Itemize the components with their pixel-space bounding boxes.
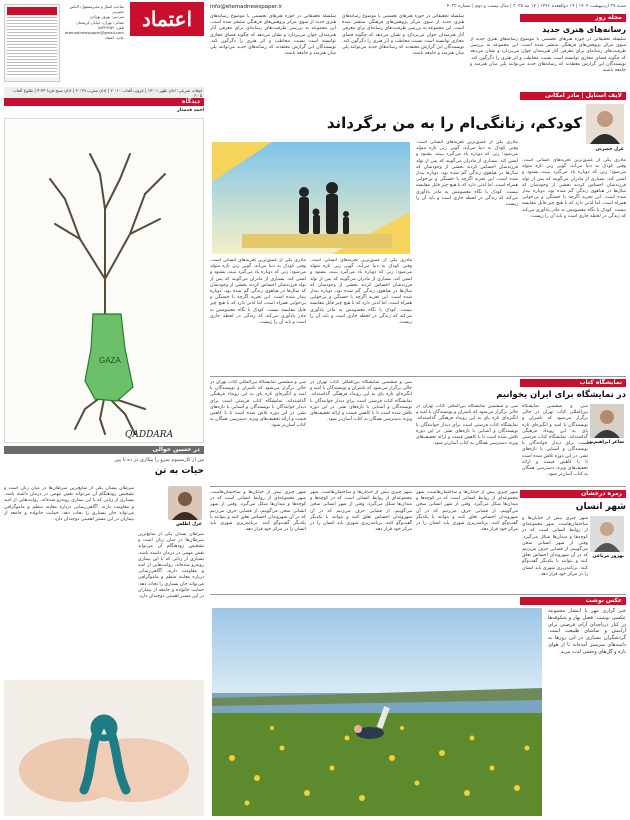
city-body-col3: شهر چیزی بیش از خیابان‌ها و ساختمان‌هاست. شهر مجموعه‌ای از روابط انسانی است که در کوچه‌ها و میدان‌ها شکل می‌گیرد. وقتی از شهر انسانی سخن می‌گوییم، از فضایی حرف می‌زنیم که در آن شهروندان احساس تعلق کنند و بتوانند با یکدیگر گفت‌وگو کنند. برنامه‌ریزی شهری باید انسان را در مرکز خود قرار دهد. xyxy=(310,490,412,533)
author-photo xyxy=(168,486,202,520)
top-article-body-col2: سلسله تحقیقاتی در حوزه هنرهای تجسمی با موضوع رسانه‌های هنری جدید از سوی مرکز پژوهش‌های فرهنگی منتشر شده است. این مجموعه به بررسی ظرفیت‌های رسانه‌ای برای معرفی آثار هنرمندان جوان می‌پردازد و نشان می‌دهد که چگونه فضای مجازی توانسته است نسبت مخاطب و اثر هنری را دگرگون کند. نویسندگان این گزارش معتقدند که رسانه‌های جدید می‌توانند پلی میان هنرمند و جامعه باشند. xyxy=(342,14,464,57)
city-body-col4: شهر چیزی بیش از خیابان‌ها و ساختمان‌هاست. شهر مجموعه‌ای از روابط انسانی است که در کوچه‌ها و میدان‌ها شکل می‌گیرد. وقتی از شهر انسانی سخن می‌گوییم، از فضایی حرف می‌زنیم که در آن شهروندان احساس تعلق کنند و بتوانند با یکدیگر گفت‌وگو کنند. برنامه‌ریزی شهری باید انسان را در مرکز خود قرار دهد. xyxy=(210,490,306,533)
lead-body-col2: مادری یکی از عمیق‌ترین تجربه‌های انسانی است. وقتی کودک به دنیا می‌آید، گویی زنی تازه متولد می‌شود؛ زنی که دوباره یاد می‌گیرد ببیند، بشنود و لمس کند. بسیاری از مادران می‌گویند که پس از تولد فرزندشان احساس کردند بخشی از وجودشان که سال‌ها در هیاهوی زندگی گم شده بود، دوباره بیدار شده است. این تجربه اگرچه با خستگی و بی‌خوابی همراه است، اما لذتی دارد که با هیچ چیز قابل مقایسه نیست. کودک با نگاه معصومش به مادر یادآوری می‌کند که زندگی در لحظه جاری است و باید آن را زیست. xyxy=(416,140,518,208)
divider xyxy=(210,594,626,595)
exhibition-body-col4: سی و ششمین نمایشگاه بین‌المللی کتاب تهران در حالی برگزار می‌شود که ناشران و نویسندگان با امید و انگیزه‌ای تازه پای به این رویداد فرهنگی گذاشته‌اند. نمایشگاه کتاب فرصتی است برای دیدار خوانندگان با نویسندگان و آشنایی با تازه‌های نشر. در این دوره تلاش شده است تا با کاهش قیمت و ارائه تخفیف‌های ویژه، دسترسی همگان به کتاب آسان‌تر شود. xyxy=(210,380,306,429)
health-title: حیات به تن xyxy=(154,466,204,476)
tree-icon xyxy=(5,119,205,444)
photo-caption: خبر گزاری مهر با انتشار مجموعه عکسی نوشت: فصل بهار و شکوفه‌ها در کنار دریاچه‌ای آرام، فرصتی برای آرامش و تماشای طبیعت است. گردشگران بسیاری در این روزها به دامنه‌های سرسبز آمده‌اند تا از هوای تازه و گل‌های وحشی لذت ببرند. xyxy=(548,608,626,655)
gaza-cartoon xyxy=(4,118,204,443)
exhibition-body-col3: سی و ششمین نمایشگاه بین‌المللی کتاب تهران در حالی برگزار می‌شود که ناشران و نویسندگان با امید و انگیزه‌ای تازه پای به این رویداد فرهنگی گذاشته‌اند. نمایشگاه کتاب فرصتی است برای دیدار خوانندگان با نویسندگان و آشنایی با تازه‌های نشر. در این دوره تلاش شده است تا با کاهش قیمت و ارائه تخفیف‌های ویژه، دسترسی همگان به کتاب آسان‌تر شود. xyxy=(310,380,412,423)
divider xyxy=(210,486,626,487)
thumbnail-header xyxy=(7,7,57,15)
cartoon-section-bar: دیدگاه xyxy=(4,98,204,106)
contact-line: تلفن: ۸۸۳۴۳۲۵۲ xyxy=(98,24,124,30)
newspaper-thumbnail xyxy=(4,4,60,82)
lead-body-col1: مادری یکی از عمیق‌ترین تجربه‌های انسانی است. وقتی کودک به دنیا می‌آید، گویی زنی تازه متولد می‌شود؛ زنی که دوباره یاد می‌گیرد ببیند، بشنود و لمس کند. بسیاری از مادران می‌گویند که پس از تولد فرزندشان احساس کردند بخشی از وجودشان که سال‌ها در هیاهوی زندگی گم شده بود، دوباره بیدار شده است. این تجربه اگرچه با خستگی و بی‌خوابی همراه است، اما لذتی دارد که با هیچ چیز قابل مقایسه نیست. کودک با نگاه معصومش به مادر یادآوری می‌کند که زندگی در لحظه جاری است و باید آن را زیست. xyxy=(522,158,626,219)
city-author: بهروز مرباغی xyxy=(592,554,624,559)
thumbnail-lines xyxy=(7,17,57,77)
city-body-col2: شهر چیزی بیش از خیابان‌ها و ساختمان‌هاست. شهر مجموعه‌ای از روابط انسانی است که در کوچه‌ها و میدان‌ها شکل می‌گیرد. وقتی از شهر انسانی سخن می‌گوییم، از فضایی حرف می‌زنیم که در آن شهروندان احساس تعلق کنند و بتوانند با یکدیگر گفت‌وگو کنند. برنامه‌ریزی شهری باید انسان را در مرکز خود قرار دهد. xyxy=(416,490,518,533)
lake-flowers-photo xyxy=(212,608,542,816)
health-body-cont: سرطان پستان یکی از شایع‌ترین سرطان‌ها در میان زنان است و تشخیص زودهنگام آن می‌تواند نقش مهمی در درمان داشته باشد. بسیاری از زنانی که با این بیماری روبه‌رو شده‌اند، روایت‌هایی از امید و مقاومت دارند. آگاهی‌رسانی درباره معاینه منظم و ماموگرافی می‌تواند جان بسیاری را نجات دهد. حمایت خانواده و جامعه از بیماران در این مسیر اهمیتی دوچندان دارد. xyxy=(138,532,204,600)
magazine-section-bar: مجله روز xyxy=(520,14,626,22)
city-section-bar: زمره درخشان xyxy=(520,490,626,498)
author-photo xyxy=(590,516,624,552)
prayer-times: اوقات شرعی: اذان ظهر ۱۳:۰۱ | غروب آفتاب ۲۰:۱۰ | اذان مغرب ۲۰:۲۹ | اذان صبح فردا ۴:۳۴ | طلوع آفتاب ۶:۰۵ xyxy=(4,87,204,99)
health-body: سرطان پستان یکی از شایع‌ترین سرطان‌ها در میان زنان است و تشخیص زودهنگام آن می‌تواند نقش مهمی در درمان داشته باشد. بسیاری از زنانی که با این بیماری روبه‌رو شده‌اند، روایت‌هایی از امید و مقاومت دارند. آگاهی‌رسانی درباره معاینه منظم و ماموگرافی می‌تواند جان بسیاری را نجات دهد. حمایت خانواده و جامعه از بیماران در این مسیر اهمیتی دوچندان دارد. xyxy=(4,486,134,523)
family-photo xyxy=(212,142,410,254)
dateline: شنبه ۲۷ اردیبهشت ۱۴۰۴ | ۱۹ ذوالقعده ۱۴۴۶ | ۱۷ مه ۲۰۲۵ | سال بیست و دوم | شماره ۴۰۲۲ xyxy=(446,4,626,9)
contact-line: چاپ: اعتماد xyxy=(104,35,124,41)
exhibition-body-col2: سی و ششمین نمایشگاه بین‌المللی کتاب تهران در حالی برگزار می‌شود که ناشران و نویسندگان با امید و انگیزه‌ای تازه پای به این رویداد فرهنگی گذاشته‌اند. نمایشگاه کتاب فرصتی است برای دیدار خوانندگان با نویسندگان و آشنایی با تازه‌های نشر. در این دوره تلاش شده است تا با کاهش قیمت و ارائه تخفیف‌های ویژه، دسترسی همگان به کتاب آسان‌تر شود. xyxy=(416,404,518,447)
ribbon-photo xyxy=(4,680,204,816)
city-title: شهر انسان xyxy=(575,502,626,512)
lead-body-col3: مادری یکی از عمیق‌ترین تجربه‌های انسانی است. وقتی کودک به دنیا می‌آید، گویی زنی تازه متولد می‌شود؛ زنی که دوباره یاد می‌گیرد ببیند، بشنود و لمس کند. بسیاری از مادران می‌گویند که پس از تولد فرزندشان احساس کردند بخشی از وجودشان که سال‌ها در هیاهوی زندگی گم شده بود، دوباره بیدار شده است. این تجربه اگرچه با خستگی و بی‌خوابی همراه است، اما لذتی دارد که با هیچ چیز قابل مقایسه نیست. کودک با نگاه معصومش به مادر یادآوری می‌کند که زندگی در لحظه جاری است و باید آن را زیست. xyxy=(310,258,412,326)
masthead-email[interactable]: info@etemadnewspaper.ir xyxy=(210,4,283,10)
exhibition-title: در نمایشگاه برای ایران بخوانیم xyxy=(496,390,626,400)
contact-line: صاحب امتیاز و مدیرمسئول: الیاس حضرتی xyxy=(69,4,124,15)
masthead-contacts xyxy=(64,4,124,48)
photo-section-bar: عکس نوشت xyxy=(520,597,626,605)
contact-line: etemadnewspaper@gmail.com xyxy=(64,30,124,36)
exhibition-body-col1: سی و ششمین نمایشگاه بین‌المللی کتاب تهران در حالی برگزار می‌شود که ناشران و نویسندگان با امید و انگیزه‌ای تازه پای به این رویداد فرهنگی گذاشته‌اند. نمایشگاه کتاب فرصتی است برای دیدار خوانندگان با نویسندگان و آشنایی با تازه‌های نشر. در این دوره تلاش شده است تا با کاهش قیمت و ارائه تخفیف‌های ویژه، دسترسی همگان به کتاب آسان‌تر شود. xyxy=(522,404,588,478)
lead-title: کودکم، زنانگی‌ام را به من برگرداند xyxy=(326,114,582,132)
contact-line: نشانی: تهران، خیابان کریمخان xyxy=(76,19,124,25)
lead-body-col4: مادری یکی از عمیق‌ترین تجربه‌های انسانی است. وقتی کودک به دنیا می‌آید، گویی زنی تازه متولد می‌شود؛ زنی که دوباره یاد می‌گیرد ببیند، بشنود و لمس کند. بسیاری از مادران می‌گویند که پس از تولد فرزندشان احساس کردند بخشی از وجودشان که سال‌ها در هیاهوی زندگی گم شده بود، دوباره بیدار شده است. این تجربه اگرچه با خستگی و بی‌خوابی همراه است، اما لذتی دارد که با هیچ چیز قابل مقایسه نیست. کودک با نگاه معصومش به مادر یادآوری می‌کند که زندگی در لحظه جاری است و باید آن را زیست. xyxy=(210,258,306,326)
health-author: غزل اطلس xyxy=(176,522,202,527)
gaza-text: GAZA xyxy=(99,356,121,365)
cartoon-signature: QADDARA xyxy=(125,430,174,440)
exhibition-section-bar: نمایشگاه کتاب xyxy=(520,379,626,387)
city-body-col1: شهر چیزی بیش از خیابان‌ها و ساختمان‌هاست. شهر مجموعه‌ای از روابط انسانی است که در کوچه‌ها و میدان‌ها شکل می‌گیرد. وقتی از شهر انسانی سخن می‌گوییم، از فضایی حرف می‌زنیم که در آن شهروندان احساس تعلق کنند و بتوانند با یکدیگر گفت‌وگو کنند. برنامه‌ریزی شهری باید انسان را در مرکز خود قرار دهد. xyxy=(522,516,588,577)
author-photo xyxy=(586,104,624,144)
health-section-bar: در حسین حوالی xyxy=(4,446,204,454)
contact-line: سردبیر: بهروز بهزادی xyxy=(89,14,124,20)
top-article-title: رسانه‌های هنری جدید xyxy=(542,25,626,34)
author-photo xyxy=(590,404,624,438)
masthead-logo[interactable]: اعتماد xyxy=(130,2,204,36)
top-article-body-col1: سلسله تحقیقاتی در حوزه هنرهای تجسمی با موضوع رسانه‌های هنری جدید از سوی مرکز پژوهش‌های فرهنگی منتشر شده است. این مجموعه به بررسی ظرفیت‌های رسانه‌ای برای معرفی آثار هنرمندان جوان می‌پردازد و نشان می‌دهد که چگونه فضای مجازی توانسته است نسبت مخاطب و اثر هنری را دگرگون کند. نویسندگان این گزارش معتقدند که رسانه‌های جدید می‌توانند پلی میان هنرمند و جامعه باشند. xyxy=(470,37,626,74)
lifestyle-section-bar: لایف استایل | مادر امکانی xyxy=(520,92,626,100)
divider xyxy=(210,376,626,377)
health-kicker: من از کارسینوم سرو را پیکاری در ده با پین xyxy=(114,457,204,463)
lead-author: غزل حضرتی xyxy=(595,147,624,152)
top-article-body-col3: سلسله تحقیقاتی در حوزه هنرهای تجسمی با موضوع رسانه‌های هنری جدید از سوی مرکز پژوهش‌های فرهنگی منتشر شده است. این مجموعه به بررسی ظرفیت‌های رسانه‌ای برای معرفی آثار هنرمندان جوان می‌پردازد و نشان می‌دهد که چگونه فضای مجازی توانسته است نسبت مخاطب و اثر هنری را دگرگون کند. نویسندگان این گزارش معتقدند که رسانه‌های جدید می‌توانند پلی میان هنرمند و جامعه باشند. xyxy=(210,14,336,57)
cartoon-credit: احمد قدمدار xyxy=(176,108,204,113)
exhibition-author: ساغر ابراهیم‌پور xyxy=(586,440,624,445)
